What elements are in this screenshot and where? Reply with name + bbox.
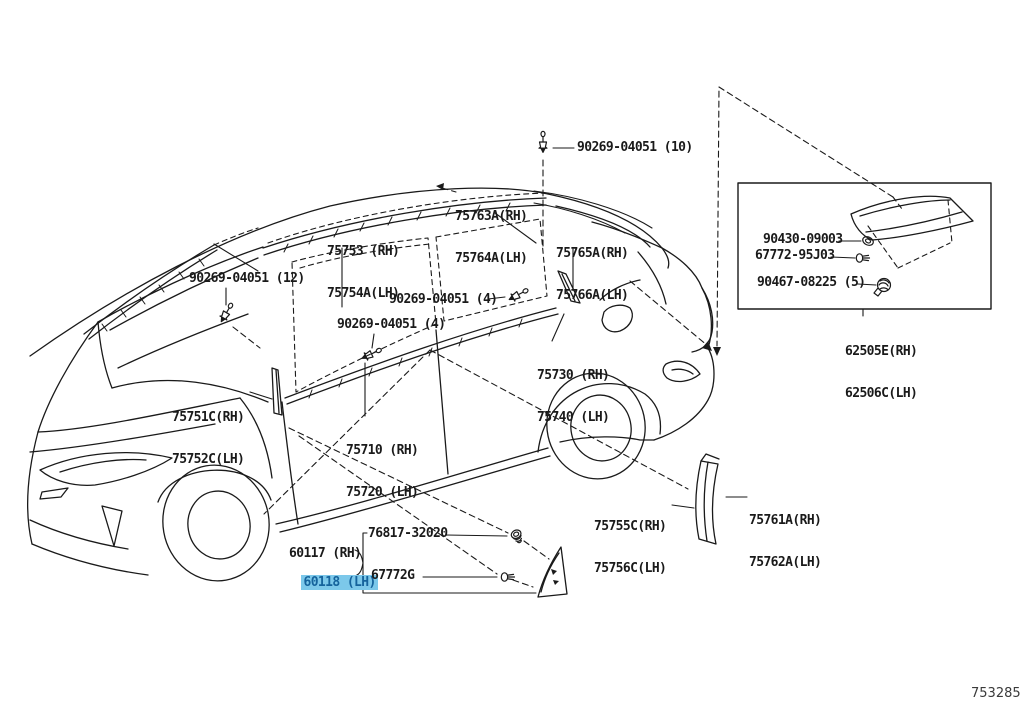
part-label-60117: 60117 (RH) (289, 546, 362, 561)
pin-clip-icon (507, 286, 529, 303)
part-label-line: 62505E(RH) (845, 344, 918, 359)
part-label-67772-95J03: 67772-95J03 (755, 248, 835, 263)
part-label-67772G: 67772G (371, 568, 415, 583)
part-label-90269-04051-4b: 90269-04051 (4) (337, 317, 446, 332)
clip-icon (501, 573, 514, 581)
part-label-75765A (556, 219, 628, 317)
part-label-line: 75762A(LH) (749, 555, 822, 570)
part-label-60118-highlighted[interactable] (289, 562, 378, 590)
part-label-line: 75751C(RH) (172, 410, 245, 425)
pillar-applique-piece (696, 454, 719, 544)
screw-icon (510, 528, 525, 544)
part-label-75761A (749, 486, 821, 584)
part-label-line: 75763A(RH) (455, 209, 528, 224)
part-label-line: 75755C(RH) (594, 519, 667, 534)
highlighted-part-number[interactable]: 60118 (LH) (303, 575, 376, 590)
part-label-line: 75765A(RH) (556, 246, 629, 261)
part-label-line: 75752C(LH) (172, 452, 245, 467)
windshield-moulding-piece (272, 368, 282, 415)
part-label-line: 75753 (RH) (327, 244, 400, 259)
retainer-icon (874, 279, 891, 297)
part-label-line: 75766A(LH) (556, 288, 629, 303)
part-label-90269-04051-4a: 90269-04051 (4) (389, 292, 498, 307)
part-label-75730 (537, 341, 609, 439)
part-label-line: 75756C(LH) (594, 561, 667, 576)
part-label-line: 75761A(RH) (749, 513, 822, 528)
grommet-icon (861, 235, 874, 247)
pin-clip-icon (539, 131, 547, 152)
part-label-line: 75754A(LH) (327, 286, 400, 301)
clip-icon (856, 254, 869, 262)
part-label-line: 75710 (RH) (346, 443, 419, 458)
part-label-75751C (172, 383, 244, 481)
part-label-line: 62506C(LH) (845, 386, 918, 401)
part-label-line: 75730 (RH) (537, 368, 610, 383)
part-label-90269-04051-roof: 90269-04051 (10) (577, 140, 693, 155)
part-label-75763A (455, 182, 527, 280)
part-label-line: 75764A(LH) (455, 251, 528, 266)
part-label-75710 (346, 416, 418, 514)
part-label-90467-08225: 90467-08225 (5) (757, 275, 866, 290)
part-label-62505E (845, 317, 917, 415)
part-label-line: 75720 (LH) (346, 485, 419, 500)
part-label-line: 75740 (LH) (537, 410, 610, 425)
part-label-76817-32020: 76817-32020 (368, 526, 448, 541)
part-label-90269-04051-12: 90269-04051 (12) (189, 271, 305, 286)
page-code: 753285 (971, 686, 1021, 701)
part-label-90430-09003: 90430-09003 (763, 232, 843, 247)
part-label-75755C (594, 492, 666, 590)
